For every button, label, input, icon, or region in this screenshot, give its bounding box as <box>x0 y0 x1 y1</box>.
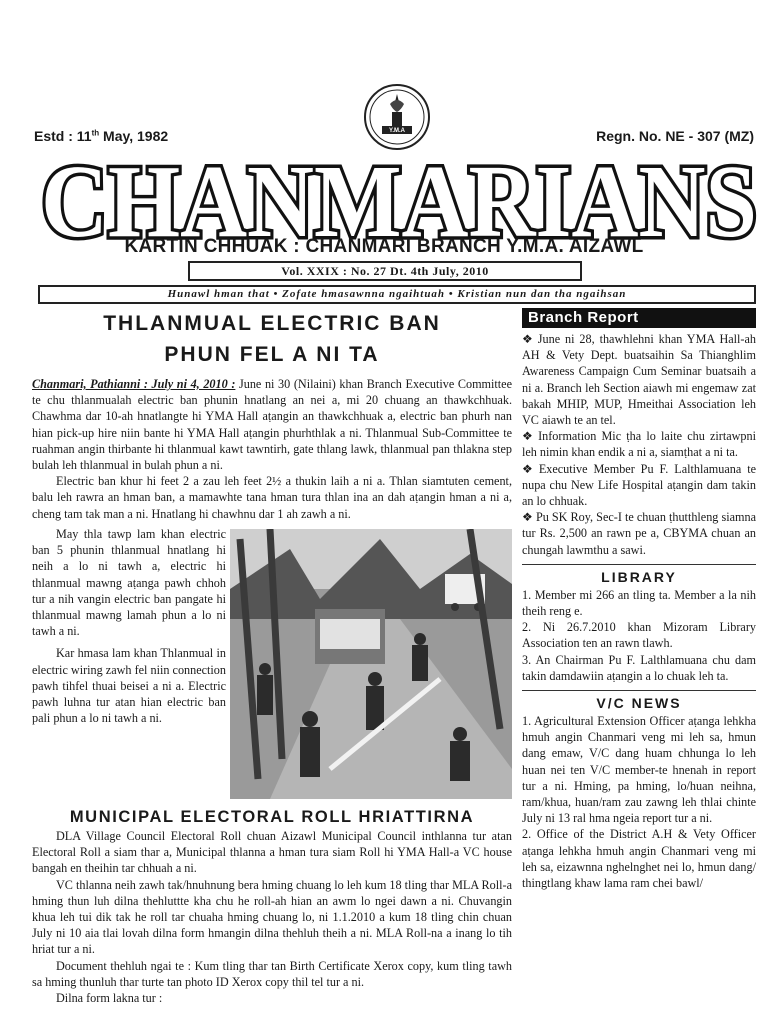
bullet-icon: ❖ <box>522 461 536 476</box>
bullet-icon: ❖ <box>522 332 535 346</box>
article-paragraph-4: Kar hmasa lam khan Thlanmual in electric wiring zawh fel niin connection pawh tihfel thuai beisei a ni a. Electric pawh luhna tur atan hian electric ban pali phun a lo ni tawh a ni. <box>32 646 226 726</box>
wrap-column <box>32 526 226 726</box>
list-item: 2. Ni 26.7.2010 khan Mizoram Library Association ten an rawn tlawh. <box>522 620 756 651</box>
list-item: ❖ Executive Member Pu F. Lalthlamuana te nupa chu New Life Hospital aṭangin dam takin an lo chhuak. <box>522 461 756 509</box>
svg-text:CHANMARIANS: CHANMARIANS <box>41 152 757 248</box>
list-item: 1. Member mi 266 an tling ta. Member a la nih theih reng e. <box>522 587 756 619</box>
bullet-icon: ❖ <box>522 429 536 444</box>
list-item: ❖ Pu SK Roy, Sec-I te chuan ṭhutthleng siamna tur Rs. 2,500 an rawn pe a, CBYMA chuan an chungah lawmthu a sawi. <box>522 510 756 557</box>
right-column <box>522 308 756 891</box>
electoral-roll-headline: MUNICIPAL ELECTORAL ROLL HRIATTIRNA <box>69 808 475 826</box>
established-date: Estd : 11th May, 1982 <box>34 128 169 144</box>
newspaper-title <box>38 152 760 248</box>
volume-line: Vol. XXIX : No. 27 Dt. 4th July, 2010 <box>188 261 582 281</box>
library-heading: LIBRARY <box>522 564 756 585</box>
vc-news-list <box>522 713 756 891</box>
article-paragraph-3: May thla tawp lam khan electric ban 5 phunin thlanmual hnatlang hi neih a lo ni tawh a, electric hi thlanmual mawng aṭanga pawh chhoh tur a nih vangin electric ban pangate hi thlanmual mawng lamah phun a lo ni tawh a ni. <box>32 527 226 639</box>
list-item: 3. An Chairman Pu F. Lalthlamuana chu dam takin damdawiin aṭangin a lo chuak leh ta. <box>522 652 756 683</box>
list-item: 1. Agricultural Extension Officer aṭanga lehkha hmuh angin Chanmari veng mi leh sa, hmun dang emaw, V/C dang huam chhunga lo leh huan nei ten V/C member-te hnenah in report tur a ni. Hming, pa hming, lo/huan neihna, ram/khua, huan/ram zau zawng leh thlai chinte July ni 13 ral hma ngeia report tur a ni. <box>522 714 756 826</box>
electoral-paragraph-3: Document thehluh ngai te : Kum tling thar tan Birth Certificate Xerox copy, kum tling tawh sa hming thunluh thar turte tan photo ID Xerox copy thil tel tur a ni. <box>32 958 512 989</box>
list-item: ❖ Information Mic ṭha lo laite chu zirtawpni leh nimin khan endik a ni a, siamṭhat a ni ta. <box>522 429 757 460</box>
branch-report-list <box>522 331 756 558</box>
electoral-roll-article <box>32 828 512 1006</box>
article-paragraph-2: Electric ban khur hi feet 2 a zau leh feet 2½ a thukin laih a ni a. Thlan siamtuten cement, balu leh rawra an hman ban, a mamawhte tana hman tura thlan ina an dah aṭangin hman a ni a, cheng tam tak man a ni. Hnatlang hi chawhnu dar 1 ah zawh a ni. <box>32 474 512 521</box>
main-article <box>32 308 513 726</box>
newspaper-subtitle: KARTIN CHHUAK : CHANMARI BRANCH Y.M.A. AIZAWL <box>124 236 644 257</box>
headline-line-1: THLANMUAL ELECTRIC BAN <box>103 312 441 335</box>
bullet-icon: ❖ <box>522 510 533 525</box>
electoral-paragraph-2: VC thlanna neih zawh tak/hnuhnung bera hming chuang lo leh kum 18 tling thar MLA Roll-a hming thun luh dilna thehluttte kha chu he roll-ah hian an awm lo ngei dawn a ni. Chuvangin khua leh tui dik tak he roll tar chuaha hming chuang lo, ni 1.1.2010 a kum 18 tling chin chuan July ni 10 aia tlai lovah dilna form hmangin dilna thehluh theih a ni. MLA Roll-na a inang lo tih hriat tur a ni. <box>32 877 512 957</box>
headline-line-2: PHUN FEL A NI TA <box>164 343 380 366</box>
branch-report-heading: Branch Report <box>522 308 756 328</box>
vc-news-heading: V/C NEWS <box>522 690 756 711</box>
list-item: ❖ June ni 28, thawhlehni khan YMA Hall-ah AH & Vety Dept. buatsaihin Sa Thianghlim Awareness Campaign Cum Seminar buatsaih a ni a. Branch leh Section aiawh mi engemaw zat bakah MHIP, MUP, Hmeithai Association leh VC aiawh te an tel. <box>522 332 756 428</box>
news-photo <box>230 529 512 799</box>
electoral-paragraph-1: DLA Village Council Electoral Roll chuan Aizawl Municipal Council inthlanna tur atan Electoral Roll a siam thar a, Municipal thlanna a hman tura siam Roll hi YMA Hall-a VC house bangah en theihin tar chhuah a ni. <box>32 829 512 876</box>
dateline: Chanmari, Pathianni : July ni 4, 2010 : <box>32 377 236 391</box>
library-list <box>522 587 756 684</box>
electoral-paragraph-4: Dilna form lakna tur : <box>56 991 163 1006</box>
motto-line: Hunawl hman that • Zofate hmasawnna ngaihtuah • Kristian nun dan tha ngaihsan <box>38 285 756 304</box>
registration-number: Regn. No. NE - 307 (MZ) <box>596 128 754 144</box>
list-item: 2. Office of the District A.H & Vety Officer aṭanga lehkha hmuh angin Chanmari veng mi leh sa, eizawnna nghelnghet nei lo, hmun dang/ thingtlang khaw lama ram chei bawl/ <box>522 827 756 891</box>
article-paragraph-1: Chanmari, Pathianni : July ni 4, 2010 : June ni 30 (Nilaini) khan Branch Executive Committee te chu thlanmualah electric ban phunin hnatlang an nei a, mi 20 chuang an thawkchhuak. Chawhma dar 10-ah hnatlangte hi YMA Hall aṭangin an thawkchhuak a, electric ban phurh nan hian pick-up hire niin bante hi YMA Hall aṭangin phurhthlak a ni. Thlanmual Sub-Committee te ruahman angin thirbante hi thlanmual kawt tawntirh, gate thlang lawk, thlanmual pan thlakna step bulah leh thlanmual in bulah phun a ni. <box>32 377 513 473</box>
logo-text: Y.M.A <box>388 128 406 134</box>
yma-emblem-logo <box>362 82 432 152</box>
